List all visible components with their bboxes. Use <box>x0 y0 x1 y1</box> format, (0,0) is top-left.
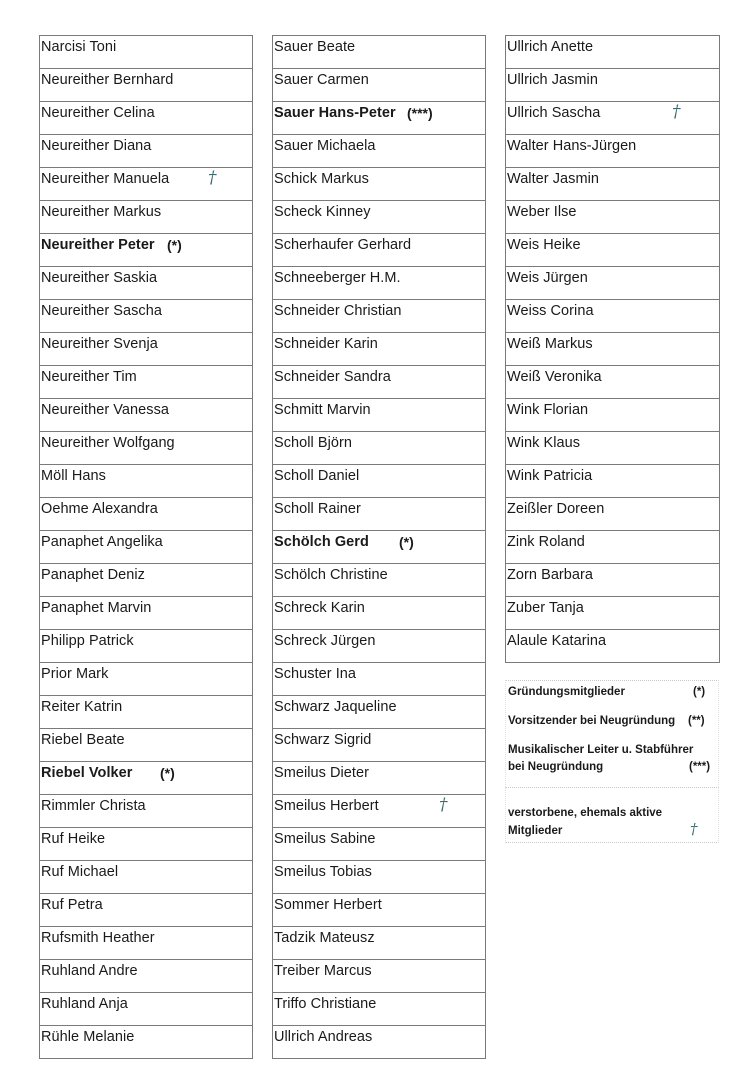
member-name: Riebel Beate <box>41 732 125 748</box>
cross-icon: † <box>690 820 698 838</box>
member-name: Neureither Sascha <box>41 303 162 319</box>
member-row <box>273 300 485 333</box>
member-name: Wink Florian <box>507 402 589 418</box>
member-name: Schmitt Marvin <box>274 402 371 418</box>
member-row <box>40 993 252 1026</box>
member-name: Weber Ilse <box>507 204 577 220</box>
member-row <box>273 663 485 696</box>
member-row <box>40 861 252 894</box>
member-row <box>506 399 719 432</box>
member-name: Smeilus Herbert <box>274 798 379 814</box>
member-name: Weiß Veronika <box>507 369 602 385</box>
member-name: Schuster Ina <box>274 666 357 682</box>
member-row <box>273 993 485 1026</box>
member-name: Scholl Björn <box>274 435 352 451</box>
member-name: Weis Heike <box>507 237 581 253</box>
member-row <box>273 828 485 861</box>
member-row <box>40 1026 252 1059</box>
member-row <box>40 69 252 102</box>
member-row <box>506 630 719 663</box>
member-row <box>40 597 252 630</box>
member-name: Rühle Melanie <box>41 1029 135 1045</box>
member-row <box>273 894 485 927</box>
member-name: Ruhland Andre <box>41 963 138 979</box>
member-name: Schick Markus <box>274 171 369 187</box>
member-name: Neureither Markus <box>41 204 162 220</box>
member-row <box>273 135 485 168</box>
member-row <box>273 861 485 894</box>
member-name: Ruhland Anja <box>41 996 128 1012</box>
member-row <box>273 69 485 102</box>
legend-roles-block <box>505 680 719 787</box>
member-row <box>273 498 485 531</box>
member-name: Prior Mark <box>41 666 109 682</box>
member-row <box>506 267 719 300</box>
member-row <box>273 762 485 795</box>
member-name: Panaphet Deniz <box>41 567 145 583</box>
member-row <box>40 762 252 795</box>
member-name: Weiss Corina <box>507 303 594 319</box>
member-row <box>273 432 485 465</box>
member-name: Wink Patricia <box>507 468 593 484</box>
member-row <box>40 102 252 135</box>
member-row <box>506 201 719 234</box>
member-row <box>506 597 719 630</box>
member-name: Neureither Peter <box>41 237 155 253</box>
member-row <box>40 36 252 69</box>
member-name: Sommer Herbert <box>274 897 382 913</box>
member-row <box>40 564 252 597</box>
member-name: Walter Jasmin <box>507 171 599 187</box>
legend-founding-members-symbol: (*) <box>693 686 706 698</box>
member-name: Schreck Karin <box>274 600 365 616</box>
member-name: Neureither Diana <box>41 138 152 154</box>
member-row <box>40 168 252 201</box>
member-name: Schneider Karin <box>274 336 378 352</box>
member-name: Scheck Kinney <box>274 204 371 220</box>
member-name: Scherhaufer Gerhard <box>274 237 412 253</box>
role-marker: (*) <box>160 765 175 781</box>
member-row <box>40 696 252 729</box>
legend-founding-members-label: Gründungsmitglieder <box>508 686 625 698</box>
member-row <box>40 630 252 663</box>
member-name: Sauer Carmen <box>274 72 369 88</box>
role-marker: (*) <box>399 534 414 550</box>
member-name: Schwarz Jaqueline <box>274 699 397 715</box>
member-row <box>40 960 252 993</box>
member-name: Neureither Tim <box>41 369 137 385</box>
cross-icon: † <box>208 168 217 188</box>
member-row <box>273 960 485 993</box>
member-name: Scholl Daniel <box>274 468 360 484</box>
member-name: Philipp Patrick <box>41 633 134 649</box>
member-row <box>506 168 719 201</box>
member-name: Sauer Beate <box>274 39 356 55</box>
member-name: Panaphet Angelika <box>41 534 163 550</box>
member-row <box>40 135 252 168</box>
member-row <box>40 531 252 564</box>
member-name: Weiß Markus <box>507 336 593 352</box>
member-row <box>506 564 719 597</box>
member-name: Ruf Heike <box>41 831 106 847</box>
member-name: Ruf Petra <box>41 897 103 913</box>
member-name: Smeilus Dieter <box>274 765 369 781</box>
member-row <box>506 333 719 366</box>
member-name: Ullrich Jasmin <box>507 72 598 88</box>
role-marker: (***) <box>407 105 433 121</box>
member-row <box>273 267 485 300</box>
member-name: Tadzik Mateusz <box>274 930 375 946</box>
member-column-1 <box>39 35 253 1059</box>
member-name: Rufsmith Heather <box>41 930 155 946</box>
member-row <box>273 597 485 630</box>
member-name: Neureither Svenja <box>41 336 158 352</box>
member-row <box>506 234 719 267</box>
member-name: Neureither Wolfgang <box>41 435 175 451</box>
legend-deceased-label-line1: verstorbene, ehemals aktive <box>508 807 663 819</box>
member-row <box>506 432 719 465</box>
member-row <box>273 201 485 234</box>
member-name: Möll Hans <box>41 468 106 484</box>
member-name: Treiber Marcus <box>274 963 372 979</box>
member-row <box>273 102 485 135</box>
member-name: Ullrich Anette <box>507 39 594 55</box>
member-name: Smeilus Sabine <box>274 831 376 847</box>
member-column-2 <box>272 35 486 1059</box>
member-row <box>40 366 252 399</box>
member-name: Riebel Volker <box>41 765 133 781</box>
member-column-3 <box>505 35 720 663</box>
member-name: Walter Hans-Jürgen <box>507 138 637 154</box>
member-row <box>40 465 252 498</box>
cross-icon: † <box>439 795 448 815</box>
member-row <box>273 465 485 498</box>
member-name: Schwarz Sigrid <box>274 732 372 748</box>
member-row <box>506 300 719 333</box>
member-row <box>273 36 485 69</box>
member-row <box>506 465 719 498</box>
member-name: Schneeberger H.M. <box>274 270 401 286</box>
member-name: Neureither Vanessa <box>41 402 169 418</box>
member-row <box>40 795 252 828</box>
legend-deceased-label-line2: Mitglieder <box>508 825 563 837</box>
member-row <box>506 498 719 531</box>
member-name: Zorn Barbara <box>507 567 594 583</box>
member-name: Sauer Michaela <box>274 138 376 154</box>
member-row <box>506 69 719 102</box>
member-name: Wink Klaus <box>507 435 581 451</box>
member-row <box>273 927 485 960</box>
member-name: Ullrich Andreas <box>274 1029 373 1045</box>
member-row <box>40 432 252 465</box>
member-name: Schneider Christian <box>274 303 402 319</box>
member-row <box>40 267 252 300</box>
member-row <box>506 135 719 168</box>
member-row <box>273 531 485 564</box>
member-row <box>506 36 719 69</box>
member-row <box>40 498 252 531</box>
member-row <box>40 234 252 267</box>
member-row <box>273 729 485 762</box>
member-name: Reiter Katrin <box>41 699 123 715</box>
member-name: Schneider Sandra <box>274 369 391 385</box>
legend-musical-director-symbol: (***) <box>689 761 711 773</box>
member-row <box>40 333 252 366</box>
member-name: Triffo Christiane <box>274 996 377 1012</box>
member-row <box>273 168 485 201</box>
member-row <box>40 399 252 432</box>
member-row <box>273 1026 485 1059</box>
member-row <box>40 894 252 927</box>
member-row <box>273 630 485 663</box>
legend-musical-director-label-line2: bei Neugründung <box>508 761 604 773</box>
member-row <box>273 333 485 366</box>
member-row <box>273 399 485 432</box>
legend-deceased-block <box>505 787 719 843</box>
member-row <box>40 201 252 234</box>
member-name: Schölch Gerd <box>274 534 369 550</box>
member-name: Zeißler Doreen <box>507 501 605 517</box>
member-row <box>273 564 485 597</box>
member-name: Rimmler Christa <box>41 798 146 814</box>
member-row <box>40 729 252 762</box>
member-name: Sauer Hans-Peter <box>274 105 396 121</box>
member-row <box>273 696 485 729</box>
member-name: Ruf Michael <box>41 864 119 880</box>
legend-chairman-symbol: (**) <box>688 715 705 727</box>
legend-chairman-label: Vorsitzender bei Neugründung <box>508 715 676 727</box>
member-row <box>506 531 719 564</box>
member-row <box>40 927 252 960</box>
member-name: Scholl Rainer <box>274 501 361 517</box>
member-row <box>506 102 719 135</box>
member-row <box>40 300 252 333</box>
member-row <box>273 795 485 828</box>
member-row <box>40 663 252 696</box>
member-name: Panaphet Marvin <box>41 600 152 616</box>
member-name: Smeilus Tobias <box>274 864 372 880</box>
role-marker: (*) <box>167 237 182 253</box>
cross-icon: † <box>672 102 681 122</box>
member-name: Zink Roland <box>507 534 585 550</box>
member-name: Oehme Alexandra <box>41 501 158 517</box>
legend <box>505 680 719 843</box>
member-name: Neureither Manuela <box>41 171 170 187</box>
member-name: Neureither Saskia <box>41 270 158 286</box>
member-name: Schölch Christine <box>274 567 388 583</box>
member-name: Alaule Katarina <box>507 633 607 649</box>
member-row <box>40 828 252 861</box>
member-name: Weis Jürgen <box>507 270 588 286</box>
member-row <box>506 366 719 399</box>
member-name: Zuber Tanja <box>507 600 584 616</box>
member-row <box>273 366 485 399</box>
member-row <box>273 234 485 267</box>
member-name: Schreck Jürgen <box>274 633 376 649</box>
member-name: Neureither Bernhard <box>41 72 174 88</box>
member-name: Neureither Celina <box>41 105 155 121</box>
member-name: Ullrich Sascha <box>507 105 601 121</box>
legend-musical-director-label-line1: Musikalischer Leiter u. Stabführer <box>508 744 694 756</box>
member-name: Narcisi Toni <box>41 39 117 55</box>
